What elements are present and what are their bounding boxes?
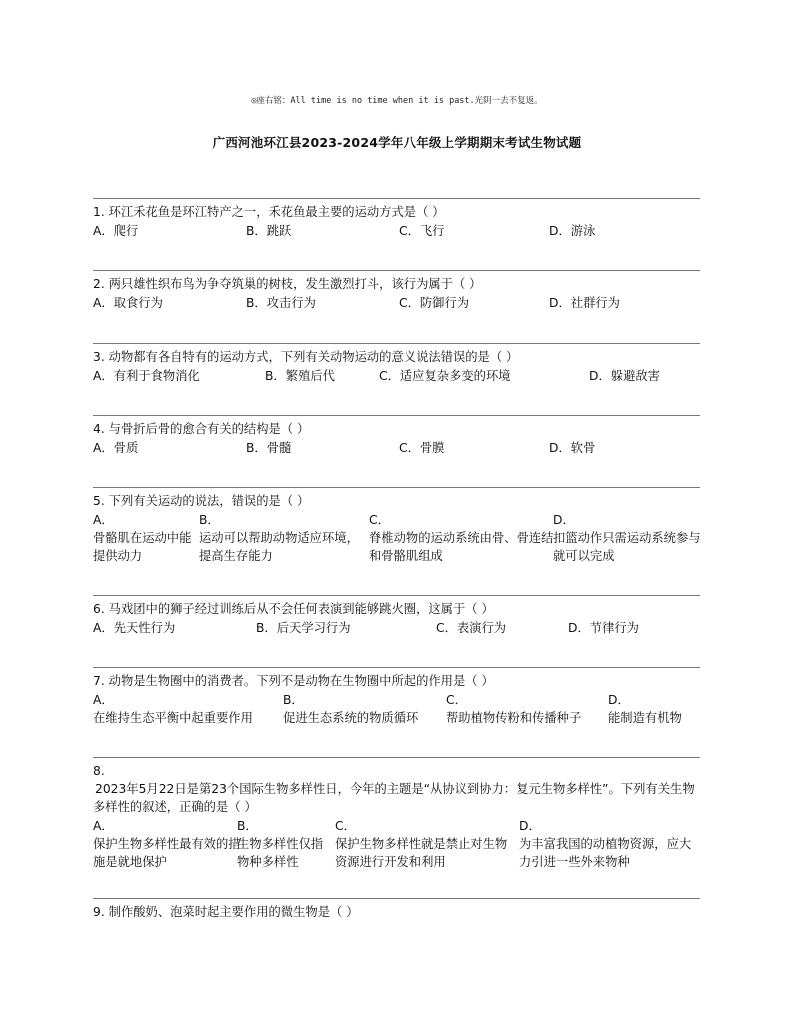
question-2: [93, 270, 700, 313]
option-a[interactable]: [93, 511, 193, 565]
option-text: 保护生物多样性就是禁止对生物资源进行开发和利用: [335, 837, 508, 869]
option-c[interactable]: C．表演行为: [436, 621, 507, 635]
option-b[interactable]: [237, 817, 329, 871]
question-stem: 7. 动物是生物圈中的消费者。下列不是动物在生物圈中所起的作用是（ ）: [93, 674, 494, 688]
option-letter: D．: [553, 513, 575, 527]
option-b[interactable]: [283, 691, 441, 727]
options-row: [93, 691, 700, 725]
option-letter: C．: [446, 693, 467, 707]
question-text: 2023年5月22日是第23个国际生物多样性日，今年的主题是“从协议到协力：复元生物多样性”。下列有关生物多样性的叙述，正确的是（ ）: [93, 782, 695, 814]
option-c[interactable]: [335, 817, 517, 871]
option-c[interactable]: C．防御行为: [399, 296, 470, 310]
option-a[interactable]: A．骨质: [93, 441, 139, 455]
option-letter: B．: [237, 819, 258, 833]
option-b[interactable]: B．骨髓: [246, 441, 292, 455]
option-c[interactable]: C．飞行: [399, 224, 445, 238]
option-letter: A．: [93, 513, 114, 527]
question-7: [93, 667, 700, 742]
question-5: [93, 487, 700, 580]
question-stem: 2. 两只雄性织布鸟为争夺筑巢的树枝，发生激烈打斗，该行为属于（ ）: [93, 277, 482, 291]
page-title: 广西河池环江县2023-2024学年八年级上学期期末考试生物试题: [212, 135, 582, 150]
option-text: 骨骼肌在运动中能提供动力: [93, 531, 192, 563]
question-4: [93, 415, 700, 458]
option-letter: B．: [199, 513, 220, 527]
option-text: 为丰富我国的动植物资源，应大力引进一些外来物种: [519, 837, 692, 869]
question-stem: 6. 马戏团中的狮子经过训练后从不会任何表演到能够跳火圈，这属于（ ）: [93, 602, 494, 616]
option-d[interactable]: [519, 817, 700, 871]
question-stem: 3. 动物都有各自特有的运动方式，下列有关动物运动的意义说法错误的是（ ）: [93, 350, 519, 364]
question-6: [93, 595, 700, 638]
option-b[interactable]: B．繁殖后代: [265, 369, 335, 383]
options-row: [93, 619, 700, 638]
option-text: 扣篮动作只需运动系统参与就可以完成: [553, 531, 701, 563]
question-stem: 4. 与骨折后骨的愈合有关的结构是（ ）: [93, 422, 310, 436]
question-1: [93, 198, 700, 241]
options-row: [93, 817, 700, 869]
options-row: [93, 294, 700, 313]
option-a[interactable]: A．取食行为: [93, 296, 163, 310]
options-row: [93, 439, 700, 458]
option-c[interactable]: C．骨膜: [399, 441, 445, 455]
option-a[interactable]: A．先天性行为: [93, 621, 176, 635]
option-d[interactable]: D．社群行为: [549, 296, 620, 310]
option-c[interactable]: [369, 511, 555, 565]
question-stem: 9. 制作酸奶、泡菜时起主要作用的微生物是（ ）: [93, 905, 359, 919]
option-a[interactable]: [93, 691, 277, 727]
option-text: 能制造有机物: [608, 711, 682, 725]
question-9: [93, 898, 700, 921]
question-number: 8.: [93, 764, 105, 778]
option-text: 帮助植物传粉和传播种子: [446, 711, 582, 725]
option-d[interactable]: D．节律行为: [568, 621, 639, 635]
option-text: 保护生物多样性最有效的措施是就地保护: [93, 837, 241, 869]
option-letter: A．: [93, 819, 114, 833]
option-a[interactable]: [93, 817, 243, 871]
option-d[interactable]: D．游泳: [549, 224, 596, 238]
options-row: [93, 367, 700, 386]
option-d[interactable]: D．躲避敌害: [589, 369, 660, 383]
question-stem: [93, 762, 700, 816]
option-text: 促进生态系统的物质循环: [283, 711, 419, 725]
option-b[interactable]: B．跳跃: [246, 224, 292, 238]
option-a[interactable]: A．有利于食物消化: [93, 369, 200, 383]
question-3: [93, 343, 700, 386]
question-stem: 5. 下列有关运动的说法，错误的是（ ）: [93, 494, 310, 508]
options-row: [93, 222, 700, 241]
option-b[interactable]: [199, 511, 367, 565]
option-letter: D．: [608, 693, 630, 707]
option-d[interactable]: D．软骨: [549, 441, 596, 455]
option-c[interactable]: C．适应复杂多变的环境: [379, 369, 511, 383]
option-letter: A．: [93, 693, 114, 707]
options-row: [93, 511, 701, 563]
question-stem: 1. 环江禾花鱼是环江特产之一，禾花鱼最主要的运动方式是（ ）: [93, 205, 445, 219]
page-motto: ◎座右铭：All time is no time when it is past.光阴一去不复返。: [251, 96, 543, 106]
option-text: 运动可以帮助动物适应环境，提高生存能力: [199, 531, 359, 563]
option-text: 生物多样性仅指物种多样性: [237, 837, 324, 869]
option-letter: B．: [283, 693, 304, 707]
option-b[interactable]: B．攻击行为: [246, 296, 316, 310]
option-text: 脊椎动物的运动系统由骨、骨连结和骨骼肌组成: [369, 531, 554, 563]
option-letter: C．: [369, 513, 390, 527]
option-letter: D．: [519, 819, 541, 833]
question-8: [93, 757, 700, 888]
option-b[interactable]: B．后天学习行为: [256, 621, 351, 635]
option-letter: C．: [335, 819, 356, 833]
option-text: 在维持生态平衡中起重要作用: [93, 711, 253, 725]
option-d[interactable]: [608, 691, 700, 727]
option-c[interactable]: [446, 691, 606, 727]
option-d[interactable]: [553, 511, 701, 565]
option-a[interactable]: A．爬行: [93, 224, 139, 238]
